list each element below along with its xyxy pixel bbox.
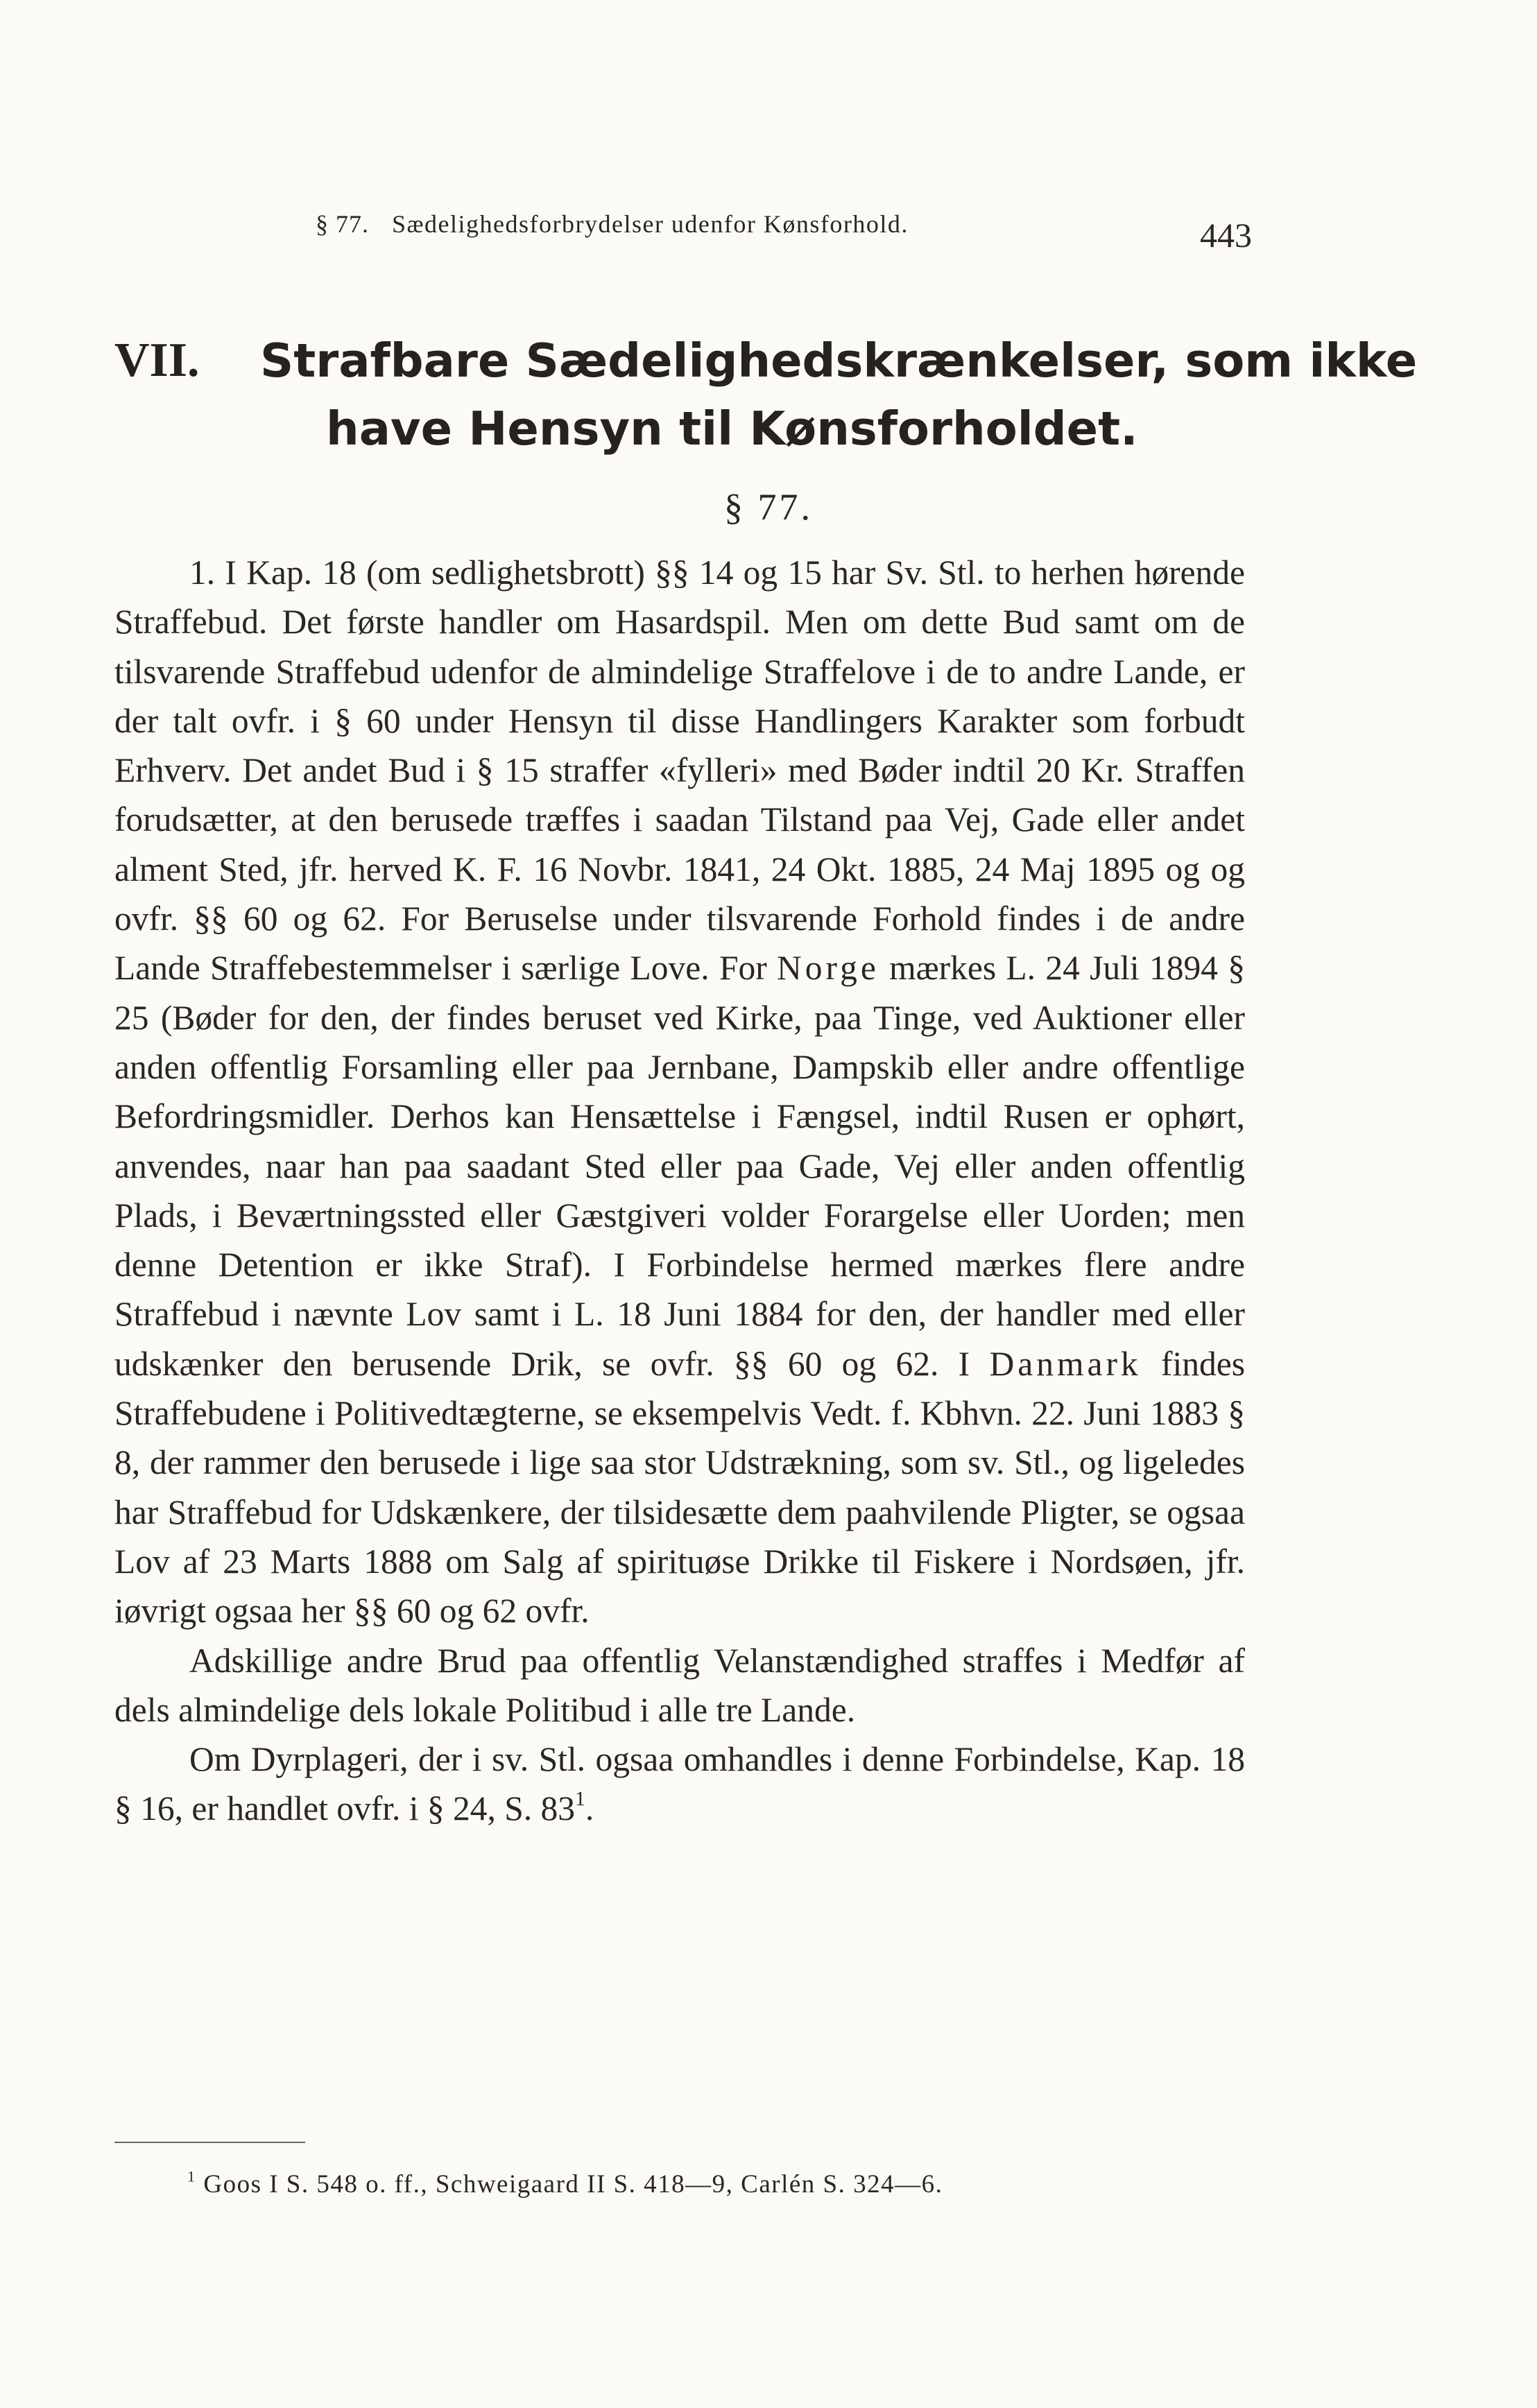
chapter-title-line-1: Strafbare Sædelighedskrænkelser, som ikke bbox=[260, 334, 1418, 388]
running-head-section: § 77. bbox=[316, 210, 369, 238]
country-norge: Norge bbox=[777, 949, 879, 988]
footnote bbox=[187, 2169, 943, 2199]
running-head-title: Sædelighedsforbrydelser udenfor Kønsforhold. bbox=[392, 210, 909, 238]
chapter-title-line-2: have Hensyn til Kønsforholdet. bbox=[326, 402, 1138, 456]
footnote-reference: 1 bbox=[575, 1788, 585, 1811]
chapter-number: VII. bbox=[114, 334, 200, 387]
paragraph-2: Adskillige andre Brud paa offentlig Velanstændighed straffes i Medfør af dels almindelige dels lokale Politibud i alle tre Lande. bbox=[114, 1641, 1245, 1729]
paragraph-3 bbox=[114, 1735, 1245, 1834]
paragraph-1-part-c: findes Straffebudene i Politivedtægterne, se eksempelvis Vedt. f. Kbhvn. 22. Juni 1883 § 8, der rammer den berusede i lige saa stor Udstrækning, som sv. Stl., og ligeledes har Straffebud for Udskænkere, der tilsidesætte dem paahvilende Pligter, se ogsaa Lov af 23 Marts 1888 om Salg af spirituøse Drikke til Fiskere i Nordsøen, jfr. iøvrigt ogsaa her §§ 60 og 62 ovfr. bbox=[114, 1344, 1245, 1631]
paragraph-1-part-b: mærkes L. 24 Juli 1894 § 25 (Bøder for den, der findes beruset ved Kirke, paa Tinge, ved Auktioner eller anden offentlig Forsamling eller paa Jernbane, Dampskib eller andre offentlige Befordringsmidler. Derhos kan Hensættelse i Fængsel, indtil Rusen er ophørt, anvendes, naar han paa saadant Sted eller paa Gade, Vej eller anden offentlig Plads, i Beværtningssted eller Gæstgiveri volder Forargelse eller Uorden; men denne Detention er ikke Straf). I Forbindelse hermed mærkes flere andre Straffebud i nævnte Lov samt i L. 18 Juni 1884 for den, der handler med eller udskænker den berusende Drik, se ovfr. §§ 60 og 62. I bbox=[114, 949, 1246, 1383]
section-heading: § 77. bbox=[724, 486, 813, 528]
footnote-text: Goos I S. 548 o. ff., Schweigaard II S. 418—9, Carlén S. 324—6. bbox=[203, 2170, 943, 2199]
page-number: 443 bbox=[1200, 216, 1252, 255]
paragraph-3-end: . bbox=[585, 1789, 594, 1828]
paragraph-3-text: Om Dyrplageri, der i sv. Stl. ogsaa omhandles i denne Forbindelse, Kap. 18 § 16, er handlet ovfr. i § 24, S. 83 bbox=[114, 1740, 1245, 1828]
footnote-marker: 1 bbox=[187, 2167, 196, 2185]
body-text bbox=[114, 548, 1245, 1834]
footnote-divider bbox=[114, 2142, 305, 2143]
running-head bbox=[114, 207, 1252, 255]
paragraph-1-part-a: 1. I Kap. 18 (om sedlighetsbrott) §§ 14 og 15 har Sv. Stl. to herhen hørende Straffebud. Det første handler om Hasardspil. Men om dette Bud samt om de tilsvarende Straffebud udenfor de almindelige Straffelove i de to andre Lande, er der talt ovfr. i § 60 under Hensyn til disse Handlingers Karakter som forbudt Erhverv. Det andet Bud i § 15 straffer «fylleri» med Bøder indtil 20 Kr. Straffen forudsætter, at den berusede træffes i saadan Tilstand paa Vej, Gade eller andet alment Sted, jfr. herved K. F. 16 Novbr. 1841, 24 Okt. 1885, 24 Maj 1895 og og ovfr. §§ 60 og 62. For Beruselse under tilsvarende Forhold findes i de andre Lande Straffebestemmelser i særlige Love. For bbox=[114, 553, 1245, 988]
country-danmark: Danmark bbox=[989, 1344, 1142, 1383]
paragraph-1 bbox=[114, 548, 1245, 1636]
